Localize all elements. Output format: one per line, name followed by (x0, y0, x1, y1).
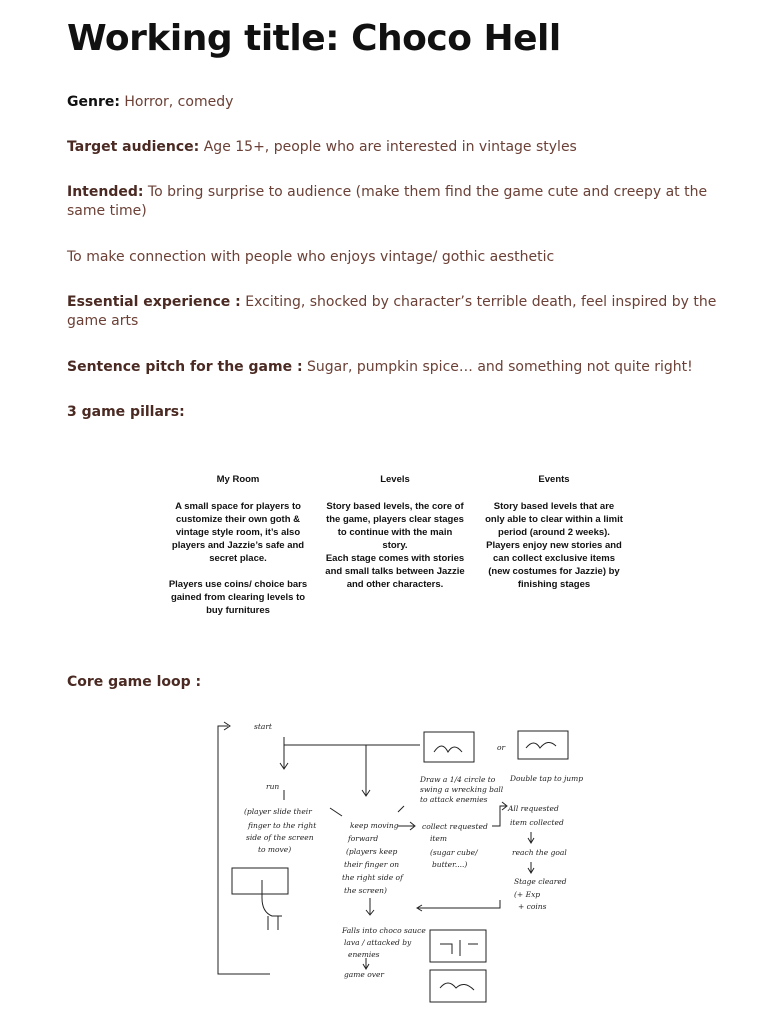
pillar-title: My Room (216, 474, 260, 485)
sketch-cleared-1: Stage cleared (514, 877, 567, 886)
pillars-heading: 3 game pillars: (67, 404, 185, 420)
sketch-falls-3: enemies (348, 950, 380, 959)
pillar-body: Story based levels that are only able to clear within a limit period (around 2 weeks). Players enjoy new stories and can collect exclusive items (new costumes for Jazzie) by finishing stages (485, 501, 623, 590)
genre-label: Genre: (67, 94, 120, 110)
essential-line (67, 293, 717, 331)
pillar-my-room (168, 473, 308, 617)
sketch-or: or (497, 743, 506, 752)
connection-line: To make connection with people who enjoys vintage/ gothic aesthetic (67, 249, 555, 265)
page-title: Working title: Choco Hell (67, 18, 561, 59)
essential-value: Exciting, shocked by character’s terrible death, feel inspired by the game arts (67, 294, 717, 329)
target-line (67, 138, 717, 157)
sketch-draw-1: Draw a 1/4 circle to (420, 775, 496, 784)
sketch-all-2: item collected (510, 818, 564, 827)
target-label: Target audience: (67, 139, 200, 155)
sketch-keep-2: forward (348, 834, 379, 843)
essential-label: Essential experience : (67, 294, 241, 310)
sketch-keep-5: the right side of (342, 873, 403, 882)
sketch-collect-4: butter....) (432, 860, 468, 869)
sketch-keep-3: (players keep (346, 847, 398, 856)
sketch-collect-1: collect requested (422, 822, 488, 831)
sketch-all-1: All requested (508, 804, 559, 813)
genre-value: Horror, comedy (124, 94, 234, 110)
intended-line (67, 183, 717, 221)
pillar-title: Events (538, 474, 570, 485)
sketch-cleared-3: + coins (518, 902, 547, 911)
sketch-slide-1: (player slide their (244, 807, 312, 816)
pillar-body: Story based levels, the core of the game, players clear stages to continue with the main story. Each stage comes with stories and small talks between Jazzie and other characters. (325, 501, 465, 590)
sketch-draw-2: swing a wrecking ball (420, 785, 504, 794)
sketch-goal: reach the goal (512, 848, 567, 857)
loop-heading: Core game loop : (67, 674, 202, 690)
intended-label: Intended: (67, 184, 144, 200)
sketch-slide-4: to move) (258, 845, 292, 854)
sketch-slide-3: side of the screen (246, 833, 314, 842)
sketch-collect-3: (sugar cube/ (430, 848, 478, 857)
sketch-falls-2: lava / attacked by (344, 938, 412, 947)
sketch-draw-3: to attack enemies (420, 795, 488, 804)
sketch-over: game over (344, 970, 384, 979)
pillar-levels (325, 473, 465, 591)
sketch-double: Double tap to jump (510, 774, 584, 783)
sketch-keep-6: the screen) (344, 886, 387, 895)
pillar-body: A small space for players to customize their own goth & vintage style room, it’s also players and Jazzie’s safe and secret place. Players use coins/ choice bars gained from clearing levels to buy furnitures (168, 501, 308, 616)
sketch-keep-4: their finger on (344, 860, 400, 869)
sketch-collect-2: item (430, 834, 447, 843)
sketch-run: run (266, 782, 280, 791)
pitch-line (67, 358, 717, 377)
pitch-value: Sugar, pumpkin spice… and something not quite right! (307, 359, 693, 375)
intended-value: To bring surprise to audience (make them find the game cute and creepy at the same time) (67, 184, 708, 219)
target-value: Age 15+, people who are interested in vintage styles (203, 139, 577, 155)
sketch-keep-1: keep moving (350, 821, 399, 830)
sketch-start: start (254, 722, 272, 731)
pitch-label: Sentence pitch for the game : (67, 359, 303, 375)
pillar-events (484, 473, 624, 591)
sketch-falls-1: Falls into choco sauce (342, 926, 426, 935)
genre-line (67, 93, 717, 112)
sketch-cleared-2: (+ Exp (514, 890, 541, 899)
sketch-slide-2: finger to the right (248, 821, 317, 830)
pillar-title: Levels (380, 474, 410, 485)
